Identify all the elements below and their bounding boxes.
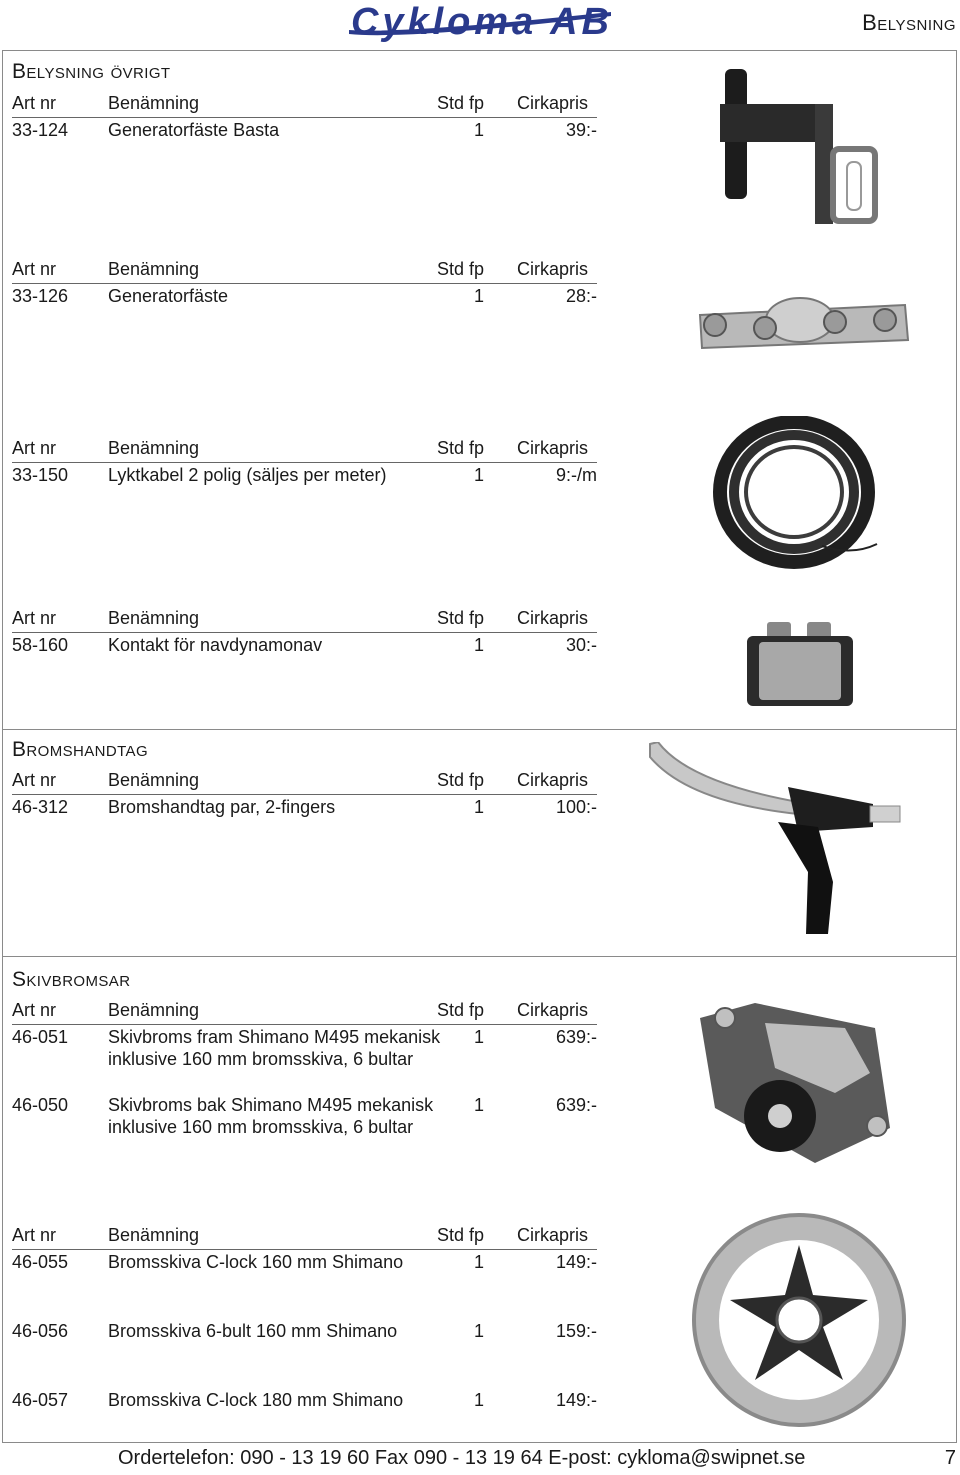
std-fp: 1 xyxy=(474,286,485,306)
table-header xyxy=(12,1225,597,1250)
footer-contact: Ordertelefon: 090 - 13 19 60 Fax 090 - 13 19 64 E-post: cykloma@swipnet.se xyxy=(118,1447,806,1469)
cykloma-logo xyxy=(345,0,615,50)
product-note: inklusive 160 mm bromsskiva, 6 bultar xyxy=(108,1049,414,1069)
product-name: Generatorfäste xyxy=(108,286,229,306)
table-header xyxy=(12,608,597,633)
brake-lever-image xyxy=(648,742,908,937)
std-fp: 1 xyxy=(474,1027,485,1047)
table-row xyxy=(12,120,597,144)
product-name: Generatorfäste Basta xyxy=(108,120,280,140)
std-fp: 1 xyxy=(474,1321,485,1341)
generator-mount-image xyxy=(690,280,915,370)
table-header xyxy=(12,438,597,463)
col-price: Cirkapris xyxy=(517,1000,589,1020)
product-block-skivbroms xyxy=(12,1000,597,1141)
col-art: Art nr xyxy=(12,438,57,458)
art-nr: 33-150 xyxy=(12,465,69,485)
price: 9:-/m xyxy=(555,465,597,485)
col-std: Std fp xyxy=(437,1225,485,1245)
table-row xyxy=(12,465,597,489)
price: 639:- xyxy=(555,1027,597,1047)
product-name: Bromsskiva 6-bult 160 mm Shimano xyxy=(108,1321,398,1341)
product-name: Lyktkabel 2 polig (säljes per meter) xyxy=(108,465,387,485)
col-price: Cirkapris xyxy=(517,608,589,628)
art-nr: 46-056 xyxy=(12,1321,69,1341)
art-nr: 33-124 xyxy=(12,120,69,140)
art-nr: 46-057 xyxy=(12,1390,69,1410)
std-fp: 1 xyxy=(474,635,485,655)
art-nr: 46-051 xyxy=(12,1027,69,1047)
price: 39:- xyxy=(565,120,597,140)
col-name: Benämning xyxy=(108,1225,200,1245)
price: 28:- xyxy=(565,286,597,306)
col-art: Art nr xyxy=(12,1225,57,1245)
product-block-46-312 xyxy=(12,770,597,821)
product-name: Bromsskiva C-lock 160 mm Shimano xyxy=(108,1252,404,1272)
std-fp: 1 xyxy=(474,1252,485,1272)
col-std: Std fp xyxy=(437,770,485,790)
price: 639:- xyxy=(555,1095,597,1115)
col-price: Cirkapris xyxy=(517,438,589,458)
col-art: Art nr xyxy=(12,770,57,790)
col-price: Cirkapris xyxy=(517,770,589,790)
product-name: Bromshandtag par, 2-fingers xyxy=(108,797,336,817)
table-row xyxy=(12,1321,597,1345)
table-header xyxy=(12,770,597,795)
col-art: Art nr xyxy=(12,259,57,279)
art-nr: 58-160 xyxy=(12,635,69,655)
connector-image xyxy=(745,620,855,708)
page-number: 7 xyxy=(944,1447,956,1469)
col-name: Benämning xyxy=(108,608,200,628)
col-std: Std fp xyxy=(437,1000,485,1020)
table-row xyxy=(12,1027,597,1073)
product-name: Bromsskiva C-lock 180 mm Shimano xyxy=(108,1390,404,1410)
product-block-33-124 xyxy=(12,93,597,144)
product-block-bromsskiva xyxy=(12,1225,597,1414)
cable-coil-image xyxy=(712,416,882,571)
col-std: Std fp xyxy=(437,438,485,458)
section-title-skivbromsar: Skivbromsar xyxy=(12,968,131,991)
price: 159:- xyxy=(555,1321,597,1341)
table-row xyxy=(12,1095,597,1141)
table-row xyxy=(12,286,597,310)
table-header xyxy=(12,93,597,118)
logo-text: Cykloma AB xyxy=(351,1,609,43)
disc-brake-caliper-image xyxy=(695,998,895,1168)
product-block-33-150 xyxy=(12,438,597,489)
col-name: Benämning xyxy=(108,259,200,279)
price: 100:- xyxy=(555,797,597,817)
chapter-title: Belysning xyxy=(862,10,956,35)
generator-bracket-image xyxy=(715,64,880,226)
price: 149:- xyxy=(555,1390,597,1410)
table-row xyxy=(12,797,597,821)
brake-disc-image xyxy=(688,1205,910,1435)
std-fp: 1 xyxy=(474,797,485,817)
table-row xyxy=(12,1252,597,1276)
col-name: Benämning xyxy=(108,1000,200,1020)
section-divider xyxy=(2,729,957,730)
col-name: Benämning xyxy=(108,438,200,458)
col-art: Art nr xyxy=(12,93,57,113)
col-art: Art nr xyxy=(12,608,57,628)
std-fp: 1 xyxy=(474,1390,485,1410)
price: 30:- xyxy=(565,635,597,655)
product-name: Kontakt för navdynamonav xyxy=(108,635,323,655)
col-std: Std fp xyxy=(437,608,485,628)
col-price: Cirkapris xyxy=(517,259,589,279)
table-header xyxy=(12,1000,597,1025)
section-title-belysning: Belysning övrigt xyxy=(12,60,171,83)
art-nr: 46-050 xyxy=(12,1095,69,1115)
col-name: Benämning xyxy=(108,93,200,113)
product-name: Skivbroms fram Shimano M495 mekanisk xyxy=(108,1027,441,1047)
col-name: Benämning xyxy=(108,770,200,790)
art-nr: 33-126 xyxy=(12,286,69,306)
std-fp: 1 xyxy=(474,120,485,140)
table-row xyxy=(12,635,597,659)
std-fp: 1 xyxy=(474,465,485,485)
col-price: Cirkapris xyxy=(517,93,589,113)
table-row xyxy=(12,1390,597,1414)
std-fp: 1 xyxy=(474,1095,485,1115)
product-note: inklusive 160 mm bromsskiva, 6 bultar xyxy=(108,1117,414,1137)
product-block-58-160 xyxy=(12,608,597,659)
product-name: Skivbroms bak Shimano M495 mekanisk xyxy=(108,1095,434,1115)
col-art: Art nr xyxy=(12,1000,57,1020)
table-header xyxy=(12,259,597,284)
price: 149:- xyxy=(555,1252,597,1272)
col-std: Std fp xyxy=(437,259,485,279)
section-title-bromshandtag: Bromshandtag xyxy=(12,738,149,761)
art-nr: 46-312 xyxy=(12,797,69,817)
product-block-33-126 xyxy=(12,259,597,310)
section-divider xyxy=(2,956,957,957)
col-price: Cirkapris xyxy=(517,1225,589,1245)
art-nr: 46-055 xyxy=(12,1252,69,1272)
col-std: Std fp xyxy=(437,93,485,113)
